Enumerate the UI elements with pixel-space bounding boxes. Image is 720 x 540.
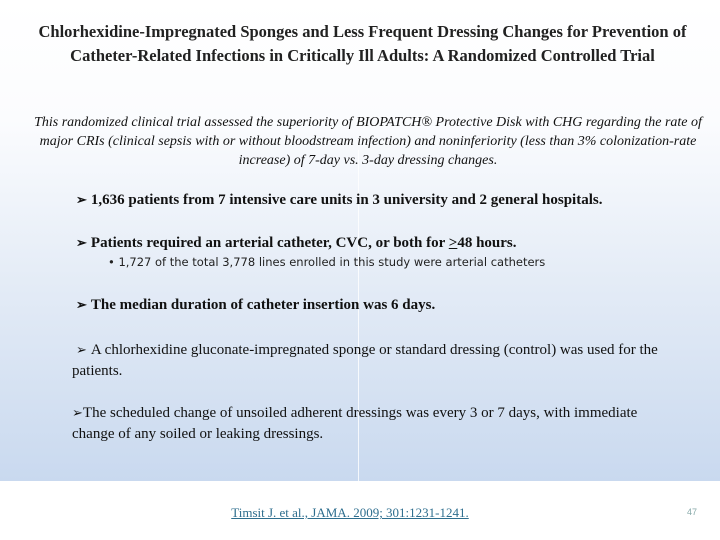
bullet-3 (76, 294, 435, 316)
citation-link[interactable]: Timsit J. et al., JAMA. 2009; 301:1231-1241. (231, 505, 469, 520)
bullet-text: 1,636 patients from 7 intensive care units in 3 university and 2 general hospitals. (90, 192, 603, 208)
arrow-bullet-icon: ➢ (76, 342, 87, 357)
arrow-bullet-icon: ➢ (72, 405, 83, 420)
intro-text: This randomized clinical trial assessed the superiority of BIOPATCH® Protective Disk with CHG regarding the rate of major CRIs (clinical sepsis with or without bloodstream infection) and noninferiority (less than 3% colonization-rate increase) of 7-day vs. 3-day dressing changes. (34, 115, 702, 168)
bullet-text: 48 hours. (457, 235, 517, 251)
bullet-text: A chlorhexidine gluconate-impregnated sponge or standard dressing (control) was used for the patients. (72, 342, 658, 379)
page-number: 47 (687, 507, 698, 517)
bullet-text: Patients required an arterial catheter, CVC, or both for (90, 235, 449, 251)
slide-title: Chlorhexidine-Impregnated Sponges and Less Frequent Dressing Changes for Prevention of Catheter-Related Infections in Critically Ill Adults: A Randomized Controlled Trial (38, 22, 687, 65)
bullet-text: The scheduled change of unsoiled adherent dressings was every 3 or 7 days, with immediate change of any soiled or leaking dressings. (72, 405, 638, 442)
arrow-bullet-icon: ➢ (76, 297, 87, 312)
bullet-1 (76, 189, 602, 211)
sub-bullet: • 1,727 of the total 3,778 lines enrolled in this study were arterial catheters (108, 255, 546, 269)
bullet-2 (76, 232, 517, 254)
bullet-5 (72, 402, 682, 445)
arrow-bullet-icon: ➢ (76, 192, 87, 207)
arrow-bullet-icon: ➢ (76, 235, 87, 250)
bullet-text: The median duration of catheter insertion was 6 days. (90, 297, 436, 313)
bullet-4 (72, 339, 702, 382)
greater-equal-symbol: > (448, 235, 458, 251)
